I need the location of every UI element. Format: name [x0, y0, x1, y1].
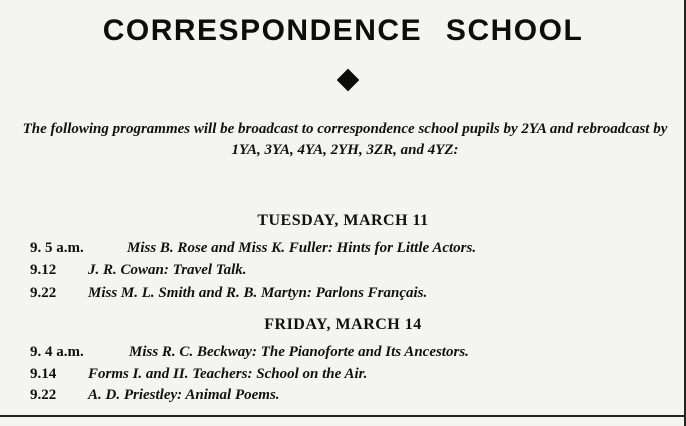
schedule-row: 9.22 Miss M. L. Smith and R. B. Martyn: Parlons Français. — [30, 285, 428, 301]
schedule-speaker: Miss M. L. Smith and R. B. Martyn — [88, 285, 307, 301]
schedule-topic: Parlons Français. — [315, 285, 428, 301]
schedule-speaker: Miss B. Rose and Miss K. Fuller — [127, 240, 328, 256]
schedule-speaker: J. R. Cowan — [88, 262, 164, 278]
schedule-time: 9. 5 a.m. — [30, 240, 84, 256]
schedule-row: 9. 4 a.m. Miss R. C. Beckway: The Pianoforte and Its Ancestors. — [30, 344, 469, 360]
schedule-topic: Hints for Little Actors. — [336, 240, 477, 256]
schedule-row: 9.14 Forms I. and II. Teachers: School on the Air. — [30, 366, 368, 382]
day-heading-tuesday: TUESDAY, MARCH 11 — [257, 212, 429, 229]
schedule-topic: The Pianoforte and Its Ancestors. — [260, 344, 469, 360]
schedule-topic: School on the Air. — [256, 366, 368, 382]
schedule-time: 9.22 — [30, 285, 57, 301]
schedule-row: 9.12 J. R. Cowan: Travel Talk. — [30, 262, 247, 278]
schedule-row: 9. 5 a.m. Miss B. Rose and Miss K. Fuller: Hints for Little Actors. — [30, 240, 477, 256]
bottom-rule — [0, 415, 686, 417]
heading: CORRESPONDENCE SCHOOL — [102, 14, 584, 47]
schedule-topic: Animal Poems. — [185, 387, 280, 403]
schedule-speaker: Miss R. C. Beckway — [129, 344, 252, 360]
schedule-speaker: A. D. Priestley — [88, 387, 178, 403]
intro-text: The following programmes will be broadcast to correspondence school pupils by 2YA and rebroadcast by 1YA, 3YA, 4YA, 2YH, 3ZR, and 4YZ: — [22, 121, 668, 158]
schedule-speaker: Forms I. and II. Teachers — [88, 366, 248, 382]
schedule-time: 9.12 — [30, 262, 57, 278]
schedule-topic: Travel Talk. — [172, 262, 247, 278]
schedule-time: 9.22 — [30, 387, 57, 403]
day-heading-friday: FRIDAY, MARCH 14 — [264, 316, 422, 333]
schedule-row: 9.22 A. D. Priestley: Animal Poems. — [30, 387, 280, 403]
schedule-time: 9. 4 a.m. — [30, 344, 84, 360]
schedule-time: 9.14 — [30, 366, 57, 382]
